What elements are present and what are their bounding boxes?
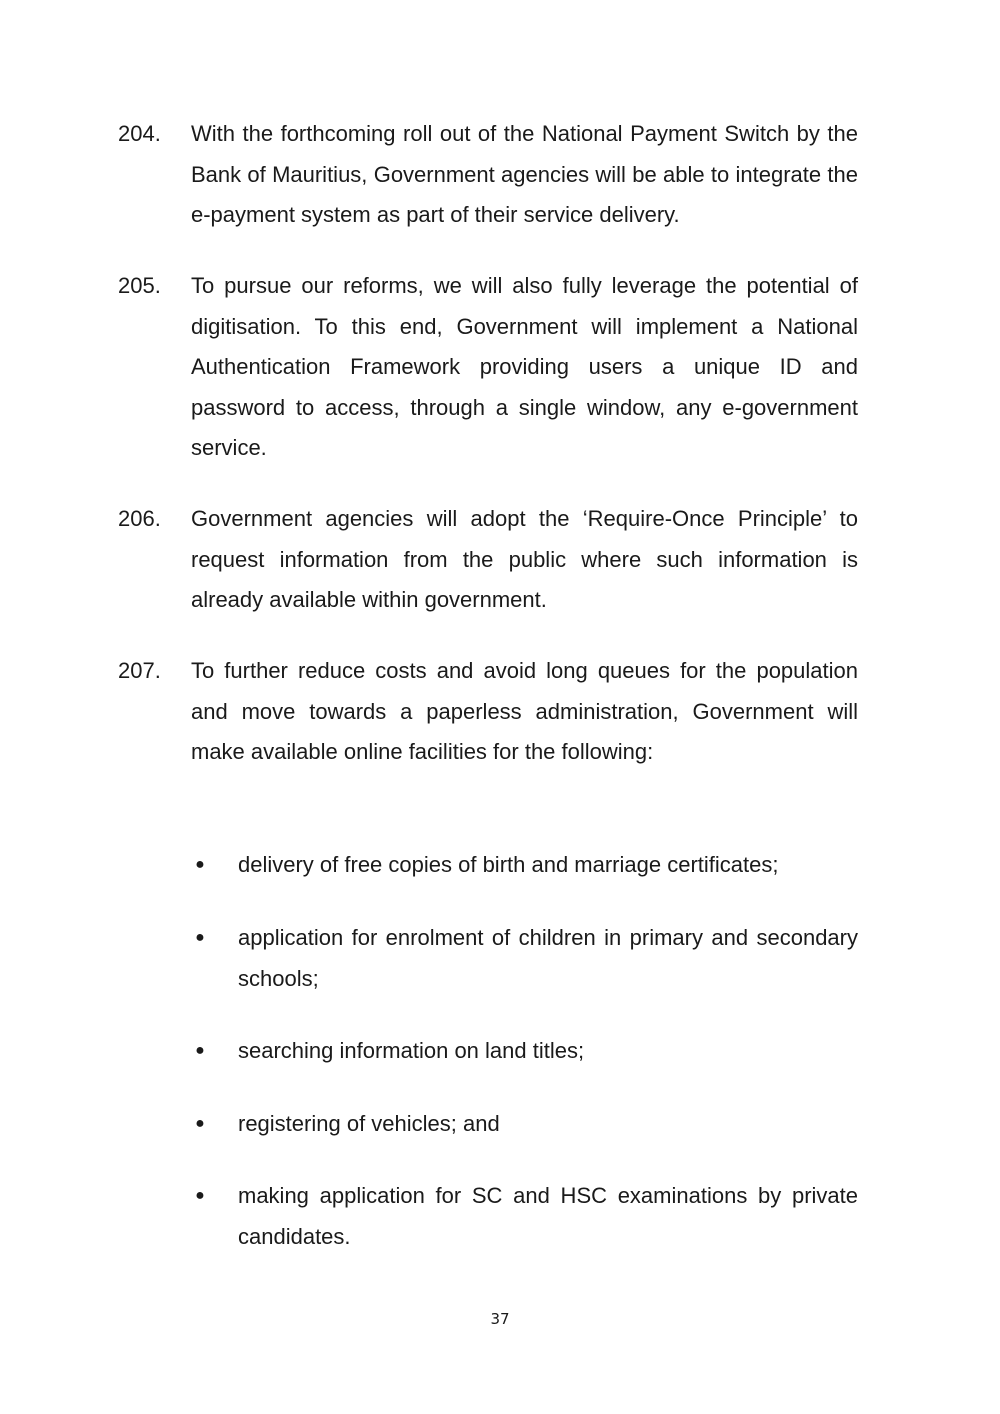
paragraph-text: To pursue our reforms, we will also fully leverage the potential of digitisation. To this end, Government will implement a National Authentication Framework providing users a unique ID and password to access, through a single window, any e-government service. [191, 273, 858, 461]
paragraph-text: Government agencies will adopt the ‘Require-Once Principle’ to request information from the public where such information is already available within government. [191, 506, 858, 613]
list-item [190, 1176, 858, 1257]
bullet-icon: ● [195, 1042, 205, 1059]
paragraph-number: 205. [118, 273, 161, 298]
list-item-text: application for enrolment of children in primary and secondary schools; [238, 925, 858, 991]
list-item [190, 1104, 858, 1145]
paragraph-number: 206. [118, 506, 161, 531]
paragraph-text: With the forthcoming roll out of the National Payment Switch by the Bank of Mauritius, Government agencies will be able to integrate the e-payment system as part of their service delivery. [191, 121, 858, 228]
paragraph-text: To further reduce costs and avoid long queues for the population and move towards a paperless administration, Government will make available online facilities for the following: [191, 658, 858, 765]
list-item-text: delivery of free copies of birth and marriage certificates; [238, 852, 779, 877]
paragraph-204 [118, 114, 858, 236]
bullet-icon: ● [195, 856, 205, 873]
list-item [190, 845, 858, 886]
page-number: 37 [490, 1310, 510, 1328]
list-item-text: searching information on land titles; [238, 1038, 585, 1063]
paragraph-number: 207. [118, 658, 161, 683]
bullet-icon: ● [195, 1187, 205, 1204]
paragraph-number: 204. [118, 121, 161, 146]
list-item-text: making application for SC and HSC examinations by private candidates. [238, 1183, 858, 1249]
bullet-icon: ● [195, 929, 205, 946]
paragraph-207 [118, 651, 858, 773]
list-item [190, 1031, 858, 1072]
paragraph-205 [118, 266, 858, 469]
bullet-icon: ● [195, 1115, 205, 1132]
list-item-text: registering of vehicles; and [238, 1111, 500, 1136]
paragraph-206 [118, 499, 858, 621]
list-item [190, 918, 858, 999]
